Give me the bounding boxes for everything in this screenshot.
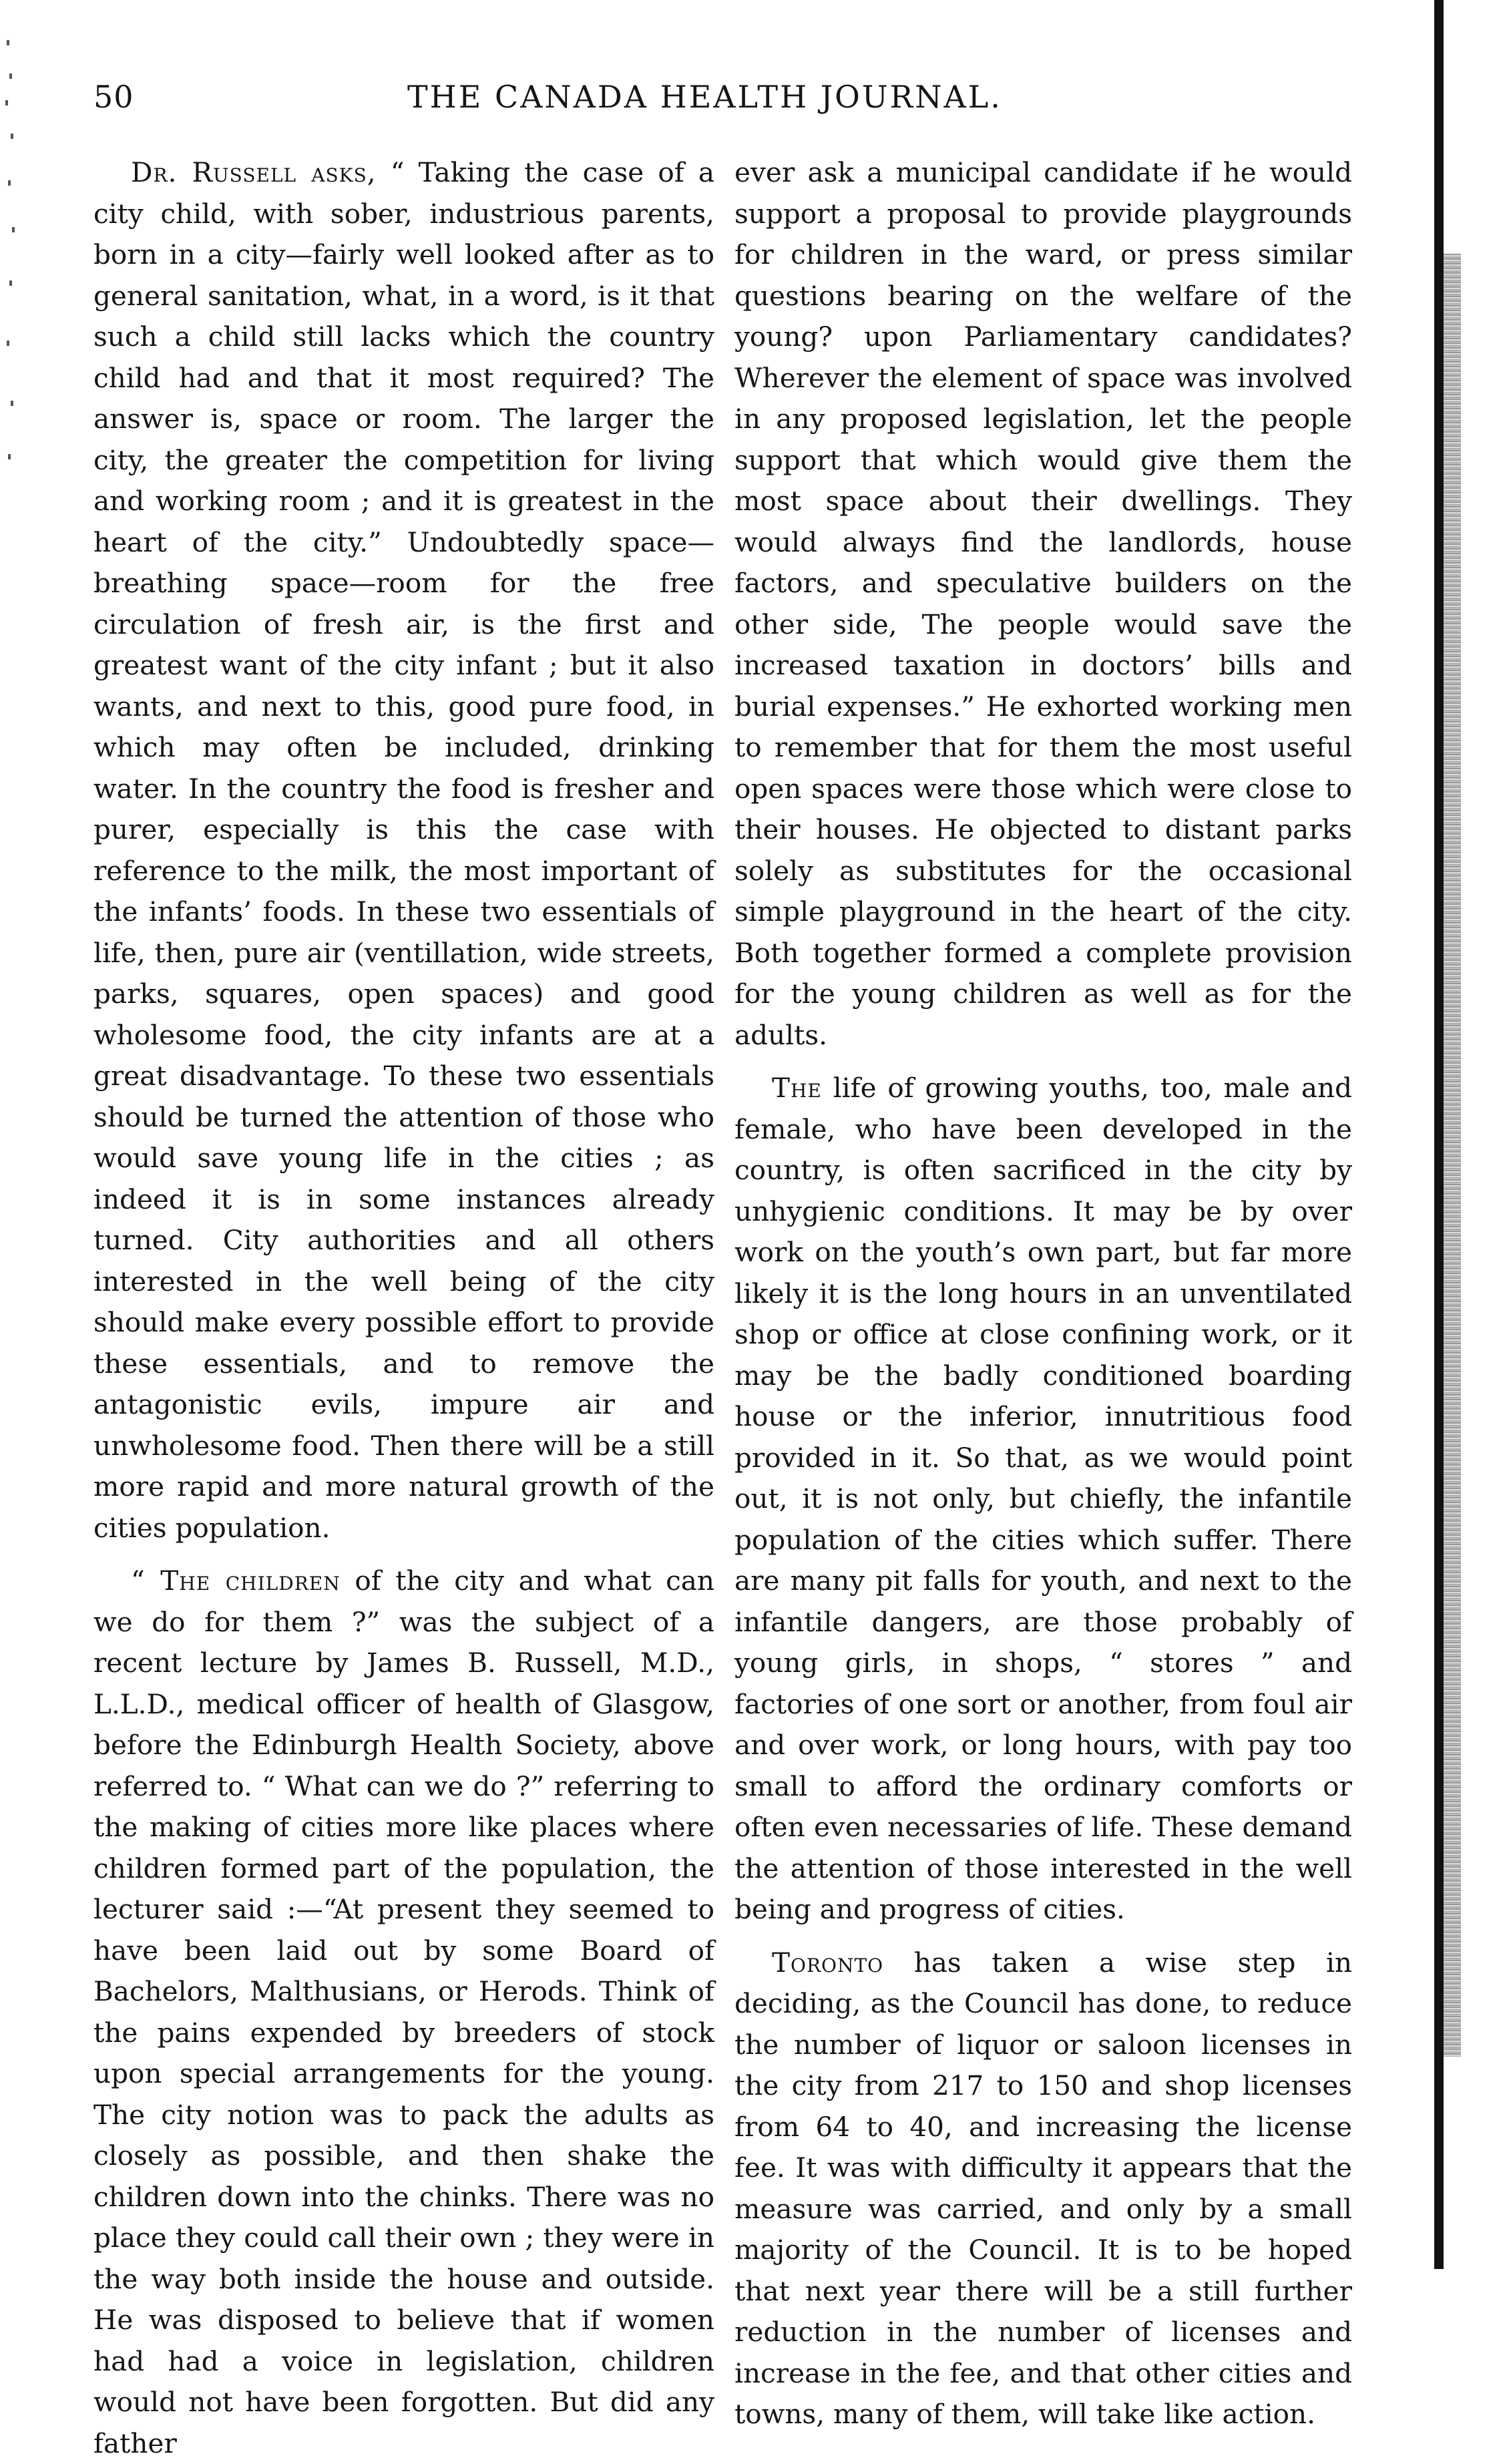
page-number: 50 [93, 79, 134, 115]
paragraph-russell [93, 152, 714, 1549]
scan-specks [3, 27, 23, 494]
paragraph-lead: Toronto [772, 1946, 884, 1979]
paragraph-text: has taken a wise step in deciding, as the Council has done, to reduce the number of liquor or saloon licenses in the city from 217 to 150 and shop licenses from 64 to 40, and increasing the license fee. It was with difficulty it appears that the measure was carried, and only by a small majority of the Council. It is to be hoped that next year there will be a still further reduction in the number of licenses and increase in the fee, and that other cities and towns, many of them, will take like action. [734, 1946, 1353, 2430]
paragraph-toronto [734, 1942, 1352, 2435]
paragraph-text: of the city and what can we do for them ?” was the subject of a recent lecture by James B. Russell, M.D., L.L.D., medical officer of health of Glasgow, before the Edinburgh Health Society, above referred to. “ What can we do ?” referring to the making of cities more like places where children formed part of the population, the lecturer said :—“At present they seemed to have been laid out by some Board of Bachelors, Malthusians, or Herods. Think of the pains expended by breeders of stock upon special arrangements for the young. The city notion was to pack the adults as closely as possible, and then shake the children down into the chinks. There was no place they could call their own ; they were in the way both inside the house and outside. He was disposed to believe that if women had had a voice in legislation, children would not have been forgotten. But did any father [93, 1565, 714, 2459]
left-column [93, 152, 714, 2464]
paragraph-continuation [734, 152, 1352, 1056]
running-header [93, 79, 1335, 139]
paragraph-lead: “ The children [131, 1565, 341, 1597]
paragraph-youths [734, 1068, 1352, 1930]
scan-edge-rule [1434, 0, 1461, 2269]
paragraph-text: ever ask a municipal candidate if he would support a proposal to provide playgrounds for children in the ward, or press similar questions bearing on the welfare of the young? upon Parliamentary candidates? Wherever the element of space was involved in any proposed legislation, let the people support that which would give them the most space about their dwellings. They would always find the landlords, house factors, and speculative builders on the other side, The people would save the increased taxation in doctors’ bills and burial expenses.” He exhorted working men to remember that for them the most useful open spaces were those which were close to their houses. He objected to distant parks solely as substitutes for the occasional simple playground in the heart of the city. Both together formed a complete provision for the young children as well as for the adults. [734, 156, 1352, 1051]
paragraph-lead: Dr. Russell asks, [131, 156, 377, 188]
paragraph-lead: The [772, 1072, 822, 1104]
right-column [734, 152, 1352, 2435]
edge-rule-line [1434, 0, 1444, 2269]
paragraph-text: “ Taking the case of a city child, with sober, industrious parents, born in a city—fairly well looked after as to general sanitation, what, in a word, is it that such a child still lacks which the country child had and that it most required? The answer is, space or room. The larger the city, the greater the competition for living and working room ; and it is greatest in the heart of the city.” Undoubtedly space—breathing space—room for the free circulation of fresh air, is the first and greatest want of the city infant ; but it also wants, and next to this, good pure food, in which may often be included, drinking water. In the country the food is fresher and purer, especially is this the case with reference to the milk, the most important of the infants’ foods. In these two essentials of life, then, pure air (ventillation, wide streets, parks, squares, open spaces) and good wholesome food, the city infants are at a great disadvantage. To these two essentials should be turned the attention of those who would save young life in the cities ; as indeed it is in some instances already turned. City authorities and all others interested in the well being of the city should make every possible effort to provide these essentials, and to remove the antagonistic evils, impure air and unwholesome food. Then there will be a still more rapid and more natural growth of the cities population. [93, 156, 715, 1544]
paragraph-children [93, 1561, 714, 2464]
edge-noise [1444, 254, 1461, 2057]
journal-title: THE CANADA HEALTH JOURNAL. [407, 79, 1002, 115]
paragraph-text: life of growing youths, too, male and female, who have been developed in the country, is often sacrificed in the city by unhygienic conditions. It may be by over work on the youth’s own part, but far more likely it is the long hours in an unventilated shop or office at close confining work, or it may be the badly conditioned boarding house or the inferior, innutritious food provided in it. So that, as we would point out, it is not only, but chiefly, the infantile population of the cities which suffer. There are many pit falls for youth, and next to the infantile dangers, are those probably of young girls, in shops, “ stores ” and factories of one sort or another, from foul air and over work, or long hours, with pay too small to afford the ordinary comforts or often even necessaries of life. These demand the attention of those interested in the well being and progress of cities. [734, 1072, 1352, 1925]
